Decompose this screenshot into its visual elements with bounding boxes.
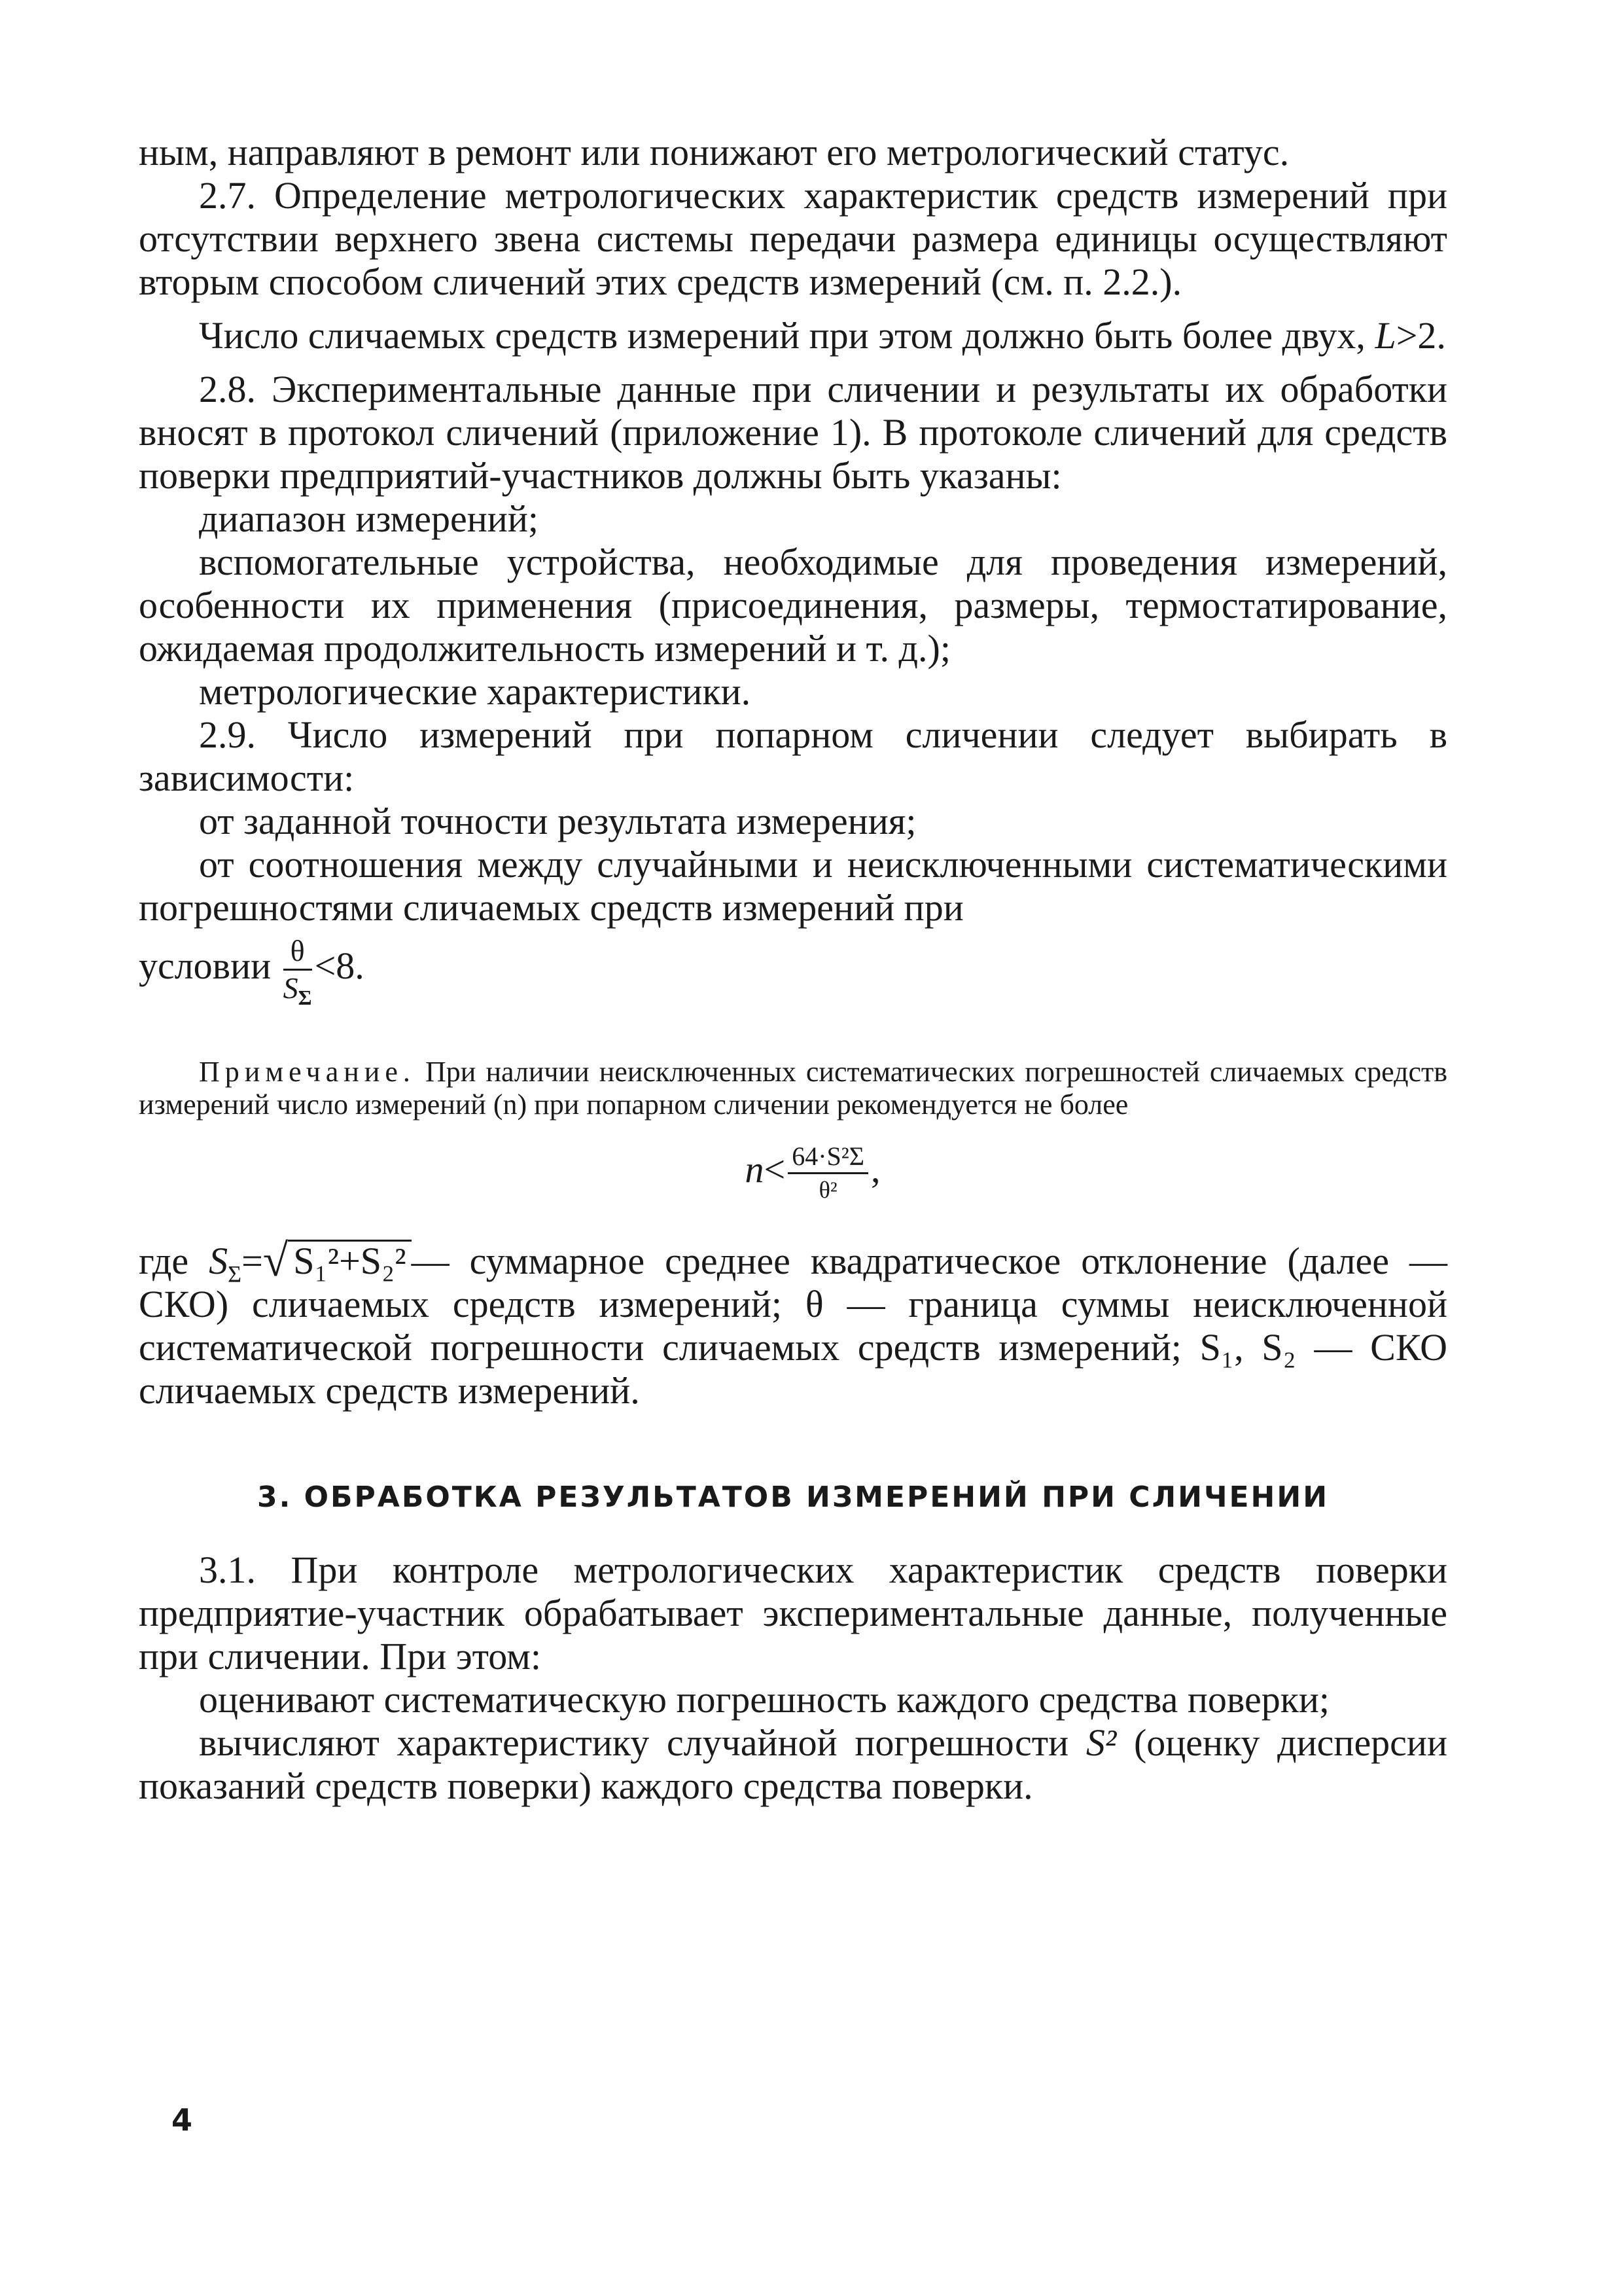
n-formula-lhs: n (745, 1147, 764, 1191)
paragraph-comparison-count (139, 314, 1447, 357)
where-text: — суммарное среднее квадратическое отклонение (далее — СКО) сличаемых средств измерений; θ — граница суммы неисключенной систематической погрешности сличаемых средств измерений; S₁, S₂ — СКО сличаемых средств измерений. (139, 1240, 1447, 1412)
n-formula-lt: < (764, 1147, 786, 1191)
n-formula-fraction (788, 1141, 868, 1206)
section-3-title: 3. ОБРАБОТКА РЕЗУЛЬТАТОВ ИЗМЕРЕНИЙ ПРИ СЛИЧЕНИИ (256, 1480, 1330, 1514)
condition-denominator-sub: Σ (298, 986, 312, 1010)
sqrt-sign: √ (262, 1236, 289, 1286)
variable-S2: S² (1086, 1721, 1117, 1764)
list-item-ratio: от соотношения между случайными и неисключенными систематическими погрешностями сличаемых средств измерений при (139, 843, 1447, 929)
page-number: 4 (171, 2102, 193, 2138)
list-item-random-tail: (оценку дисперсии показаний средств поверки) каждого средства поверки. (139, 1721, 1448, 1807)
condition-formula (139, 933, 1447, 1010)
paragraph-3-1: 3.1. При контроле метрологических характеристик средств поверки предприятие-участник обрабатывает экспериментальные данные, полученные при сличении. При этом: (139, 1549, 1447, 1677)
where-S-sub: Σ (228, 1261, 242, 1287)
list-item-systematic: оценивают систематическую погрешность каждого средства поверки; (199, 1678, 1330, 1721)
list-item-random (139, 1721, 1447, 1808)
n-formula (139, 1141, 1447, 1206)
condition-numerator: θ (283, 933, 312, 971)
list-item-characteristics: метрологические характеристики. (199, 670, 751, 713)
note-block (139, 1056, 1447, 1206)
paragraph-comparison-count-text: Число сличаемых средств измерений при этом должно быть более двух, (199, 314, 1375, 357)
list-item-accuracy: от заданной точности результата измерения; (199, 800, 917, 842)
paragraph-comparison-count-tail: >2. (1396, 314, 1446, 357)
paragraph-2-8: 2.8. Экспериментальные данные при сличении и результаты их обработки вносят в протокол сличений (приложение 1). В протоколе сличений для средств поверки предприятий-участников должны быть указаны: (139, 368, 1447, 497)
paragraph-2-9: 2.9. Число измерений при попарном сличении следует выбирать в зависимости: (139, 713, 1447, 799)
variable-L: L (1375, 314, 1396, 357)
page-body (139, 131, 1447, 1808)
condition-prefix: условии (139, 944, 272, 987)
note-paragraph (139, 1056, 1447, 1121)
condition-fraction (283, 933, 312, 1010)
where-eq: = (241, 1240, 263, 1282)
condition-denominator-S: S (283, 971, 298, 1005)
list-item-range: диапазон измерений; (199, 497, 538, 540)
note-label: Примечание. (199, 1056, 415, 1088)
sqrt-radicand: S₁²+S₂² (288, 1240, 411, 1281)
n-formula-numerator: 64·S²Σ (788, 1141, 868, 1174)
list-item-devices: вспомогательные устройства, необходимые для проведения измерений, особенности их применения (присоединения, размеры, термостатирование, ожидаемая продолжительность измерений и т. д.); (139, 541, 1447, 670)
note-text: При наличии неисключенных систематических погрешностей сличаемых средств измерений число измерений (n) при попарном сличении рекомендуется не более (139, 1056, 1448, 1121)
where-S: S (209, 1240, 228, 1282)
where-prefix: где (139, 1240, 209, 1282)
condition-suffix: <8. (314, 944, 364, 987)
n-formula-denominator: θ² (819, 1177, 838, 1203)
condition-denominator (283, 971, 312, 1010)
paragraph-where (139, 1236, 1447, 1412)
paragraph-2-7: 2.7. Определение метрологических характеристик средств измерений при отсутствии верхнего звена системы передачи размера единицы осуществляют вторым способом сличений этих средств измерений (см. п. 2.2.). (139, 174, 1447, 303)
list-item-random-text: вычисляют характеристику случайной погрешности (199, 1721, 1086, 1764)
n-formula-tail: , (871, 1147, 881, 1191)
paragraph-continuation: ным, направляют в ремонт или понижают его метрологический статус. (139, 131, 1290, 173)
